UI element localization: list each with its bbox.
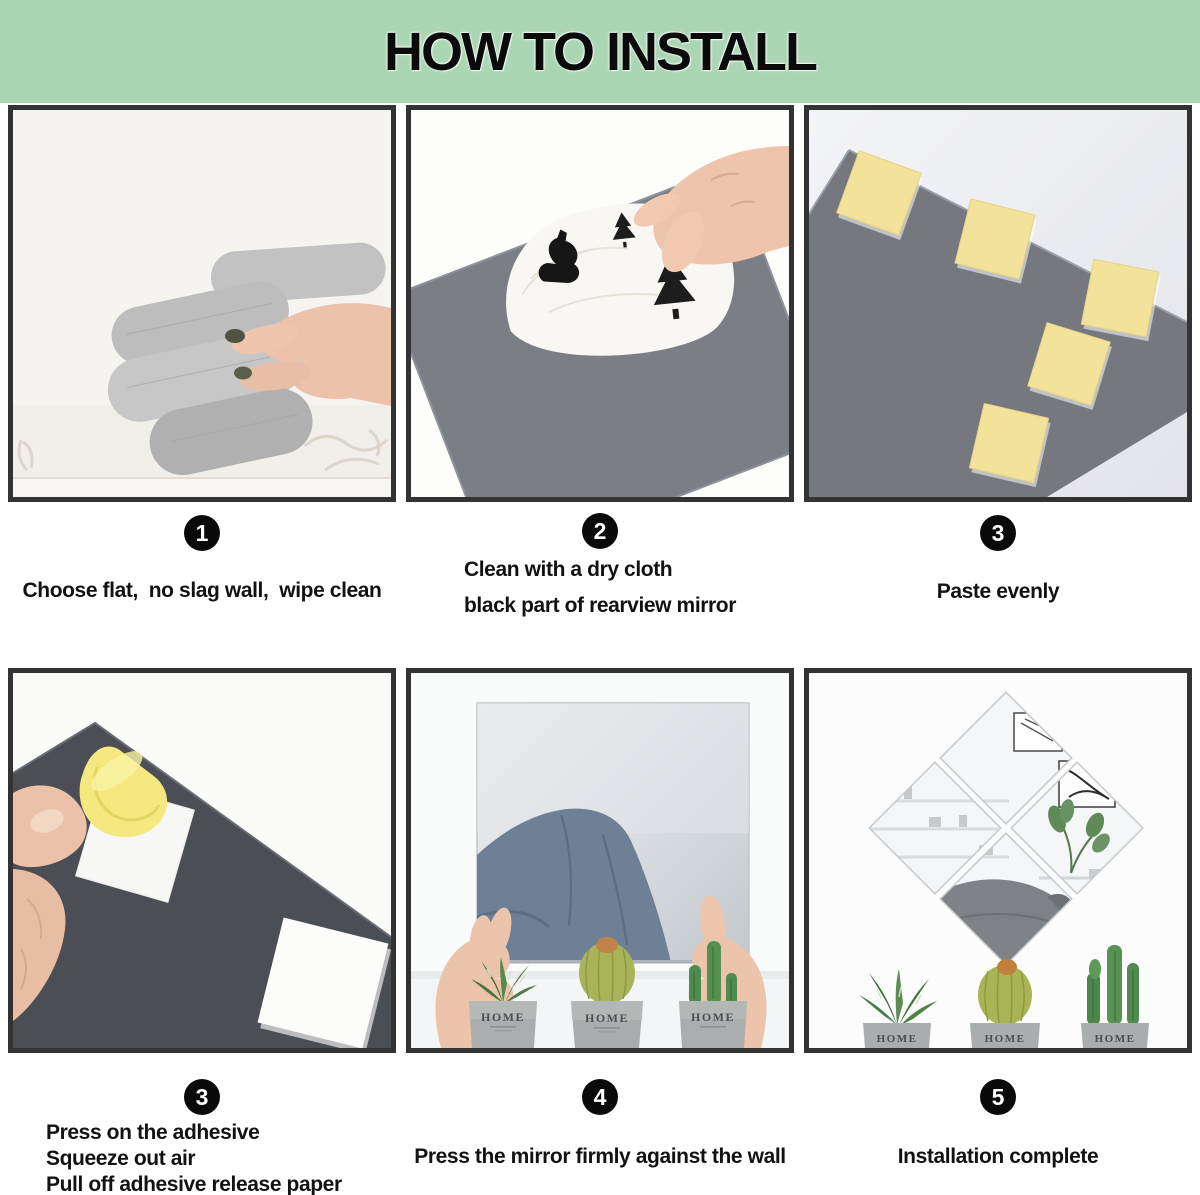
step5-photo [406, 668, 794, 1053]
step-caption: Choose flat, no slag wall, wipe clean [22, 579, 382, 602]
step-number-badge: 3 [184, 1079, 220, 1115]
step-caption: Installation complete [897, 1145, 1099, 1168]
diamond-mirrors-graphic [809, 673, 1187, 1048]
press-mirror-graphic [411, 673, 789, 1048]
pot-home-label: HOME [1094, 1033, 1136, 1045]
pot-home-label: HOME [876, 1033, 918, 1045]
step-caption: Press on the adhesive Squeeze out air Pull off adhesive release paper [46, 1121, 342, 1195]
pot-home-label: HOME [691, 1010, 735, 1024]
step-number-badge: 2 [582, 513, 618, 549]
step2-photo [406, 105, 794, 502]
step-4 [8, 668, 396, 1195]
step-number-badge: 3 [980, 515, 1016, 551]
peel-adhesive-graphic [13, 673, 391, 1048]
step-caption: Paste evenly [936, 580, 1060, 603]
adhesive-square [1081, 259, 1162, 341]
step-6 [804, 668, 1192, 1170]
pot-home-label: HOME [984, 1033, 1026, 1045]
adhesive-squares-graphic [809, 110, 1187, 497]
painted-nail [225, 329, 245, 343]
step3-photo [804, 105, 1192, 502]
header-banner [0, 0, 1200, 103]
step-2 [406, 105, 794, 624]
step-number-badge: 5 [980, 1079, 1016, 1115]
step4-photo [8, 668, 396, 1053]
step-3 [804, 105, 1192, 605]
pot-home-label: HOME [585, 1011, 629, 1025]
clean-mirror-back-graphic [411, 110, 789, 497]
step1-photo [8, 105, 396, 502]
step-1 [8, 105, 396, 604]
page-title: HOW TO INSTALL [384, 21, 816, 82]
step-number-badge: 1 [184, 515, 220, 551]
hand-wiping-wall-graphic [13, 110, 391, 497]
step-caption: Clean with a dry cloth black part of rearview mirror [463, 558, 736, 617]
step6-photo [804, 668, 1192, 1053]
step-number-badge: 4 [582, 1079, 618, 1115]
pot-home-label: HOME [481, 1010, 525, 1024]
step-caption: Press the mirror firmly against the wall [414, 1145, 786, 1168]
step-5 [406, 668, 794, 1170]
painted-nail [234, 367, 252, 380]
